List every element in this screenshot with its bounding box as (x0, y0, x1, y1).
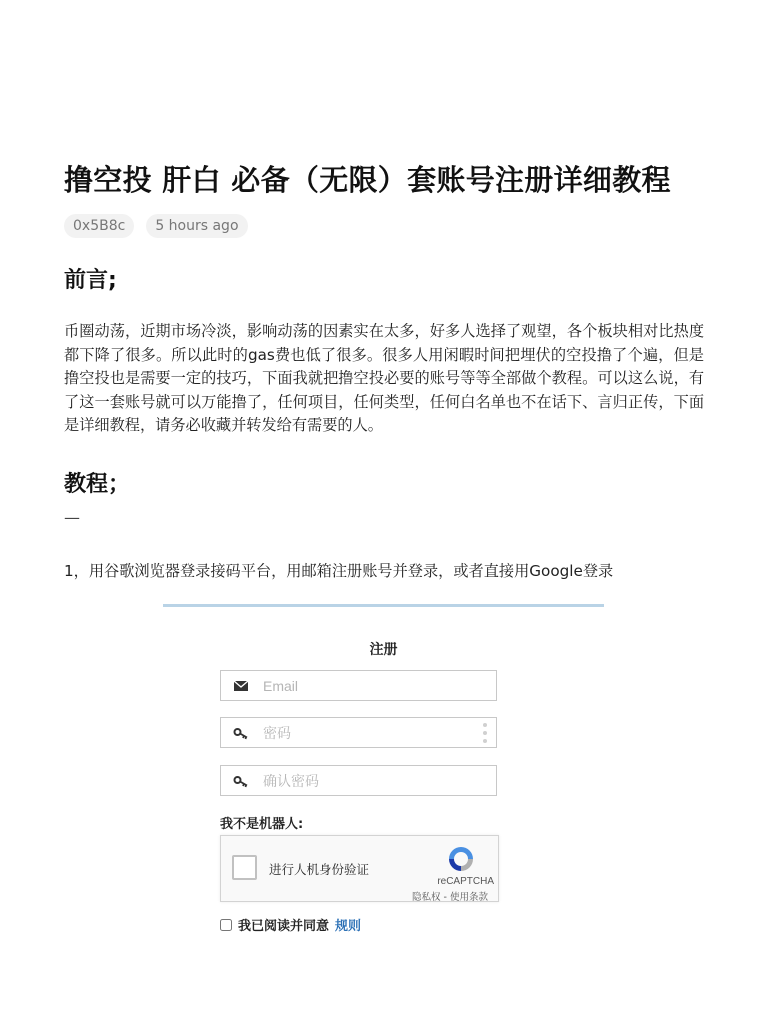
rules-link[interactable]: 规则 (335, 919, 362, 934)
confirm-password-input[interactable] (263, 766, 483, 795)
author-badge[interactable]: 0x5B8c (64, 214, 134, 238)
registration-title: 注册 (369, 642, 398, 658)
recaptcha-checkbox[interactable] (232, 855, 257, 880)
preface-paragraph: 币圈动荡，近期市场冷淡，影响动荡的因素实在太多，好多人选择了观望，各个板块相对比热度都下降了很多。所以此时的gas费也低了很多。很多人用闲暇时间把埋伏的空投撸了个遍，但是撸空投也是需要一定的技巧，下面我就把撸空投必要的账号等等全部做个教程。可以这么说，有了这一套账号就可以万能撸了，任何项目，任何类型，任何白名单也不在话下、言归正传，下面是详细教程，请务必收藏并转发给有需要的人。 (64, 322, 704, 434)
article-meta (64, 214, 248, 238)
robot-check-label: 我不是机器人: (220, 817, 304, 832)
email-field[interactable] (220, 670, 497, 701)
key-icon (233, 774, 249, 788)
recaptcha-brand: reCAPTCHA (437, 876, 494, 887)
password-input[interactable] (263, 718, 483, 747)
recaptcha-widget (220, 835, 499, 902)
email-input[interactable] (263, 671, 483, 700)
article-title: 撸空投 肝白 必备（无限）套账号注册详细教程 (64, 163, 671, 197)
registration-screenshot (163, 604, 604, 937)
confirm-password-field[interactable] (220, 765, 497, 796)
key-icon (233, 726, 249, 740)
preface-heading: 前言; (64, 268, 117, 293)
password-manager-icon[interactable] (482, 721, 488, 745)
password-field[interactable] (220, 717, 497, 748)
recaptcha-terms-link[interactable]: 隐私权 - 使用条款 (412, 892, 488, 903)
agree-checkbox[interactable] (220, 919, 232, 931)
recaptcha-logo-icon (446, 844, 476, 874)
recaptcha-label: 进行人机身份验证 (269, 862, 370, 877)
step-1-text: 1，用谷歌浏览器登录接码平台，用邮箱注册账号并登录，或者直接用Google登录 (64, 562, 614, 580)
divider: — (64, 508, 80, 527)
tutorial-heading: 教程； (64, 472, 131, 497)
agree-text: 我已阅读并同意 (238, 919, 330, 934)
agree-row (220, 915, 361, 934)
envelope-icon (233, 679, 249, 693)
timestamp-badge: 5 hours ago (146, 214, 247, 238)
